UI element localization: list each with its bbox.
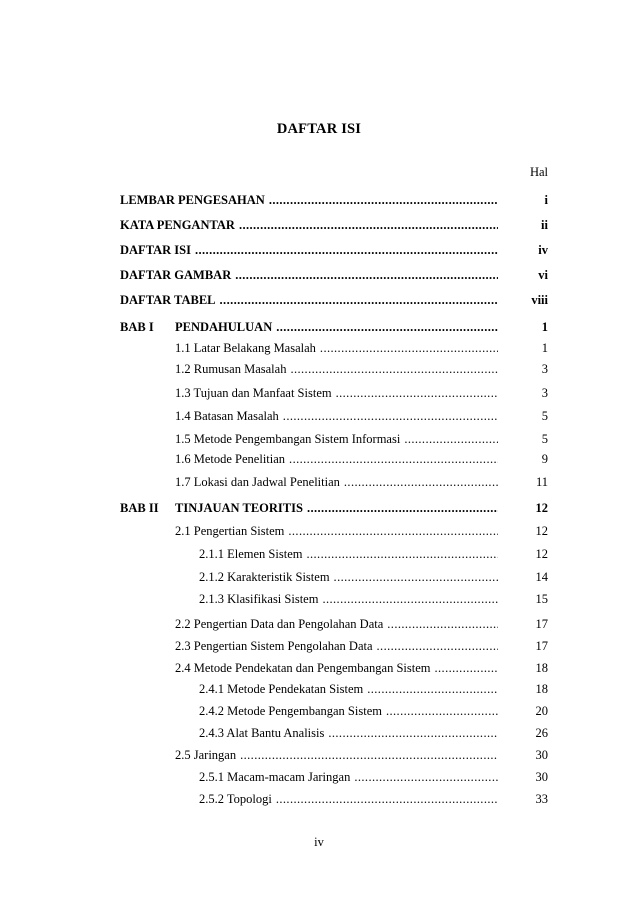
toc-entry-label: 1.7 Lokasi dan Jadwal Penelitian — [175, 475, 340, 489]
toc-entry-page: 12 — [535, 501, 548, 515]
toc-entry-page: 1 — [541, 320, 548, 334]
toc-entry-label: 2.4.2 Metode Pengembangan Sistem — [199, 704, 382, 718]
dot-leader — [344, 473, 498, 491]
dot-leader — [288, 522, 498, 540]
toc-entry-page: viii — [531, 293, 548, 307]
toc-entry — [0, 746, 638, 764]
dot-leader — [386, 702, 498, 720]
toc-entry-label: 1.6 Metode Penelitian — [175, 452, 286, 466]
toc-entry-page: 1 — [541, 341, 548, 355]
toc-entry — [0, 241, 638, 259]
toc-entry — [0, 590, 638, 608]
toc-entry — [0, 659, 638, 677]
toc-entry-page: 3 — [541, 386, 548, 400]
toc-entry — [0, 384, 638, 402]
toc-entry — [0, 191, 638, 209]
toc-entry-page: 20 — [535, 704, 548, 718]
toc-entry-page: ii — [541, 218, 548, 232]
dot-leader — [435, 659, 499, 677]
toc-entry — [0, 790, 638, 808]
toc-entry-page: 18 — [535, 682, 548, 696]
toc-entry-label: 2.5.2 Topologi — [199, 792, 272, 806]
toc-entry-page: 30 — [535, 748, 548, 762]
toc-entry-label: DAFTAR GAMBAR — [120, 268, 232, 282]
toc-entry-label: 2.2 Pengertian Data dan Pengolahan Data — [175, 617, 384, 631]
toc-entry-page: 11 — [535, 475, 548, 489]
toc-entry-content — [175, 360, 498, 378]
toc-entry — [0, 680, 638, 698]
dot-leader — [239, 216, 498, 234]
toc-entry — [0, 522, 638, 540]
dot-leader — [377, 637, 498, 655]
toc-entry-content — [175, 407, 498, 425]
toc-entry-content — [175, 499, 498, 517]
toc-entry-label: 2.4 Metode Pendekatan dan Pengembangan Sistem — [175, 661, 431, 675]
toc-entry — [0, 768, 638, 786]
toc-entry-page: 9 — [541, 452, 548, 466]
toc-entry-content — [199, 590, 498, 608]
page-column-header: Hal — [529, 165, 548, 179]
dot-leader — [404, 430, 498, 448]
toc-entry — [0, 499, 638, 517]
dot-leader — [336, 384, 498, 402]
toc-entry-content — [199, 680, 498, 698]
toc-entry — [0, 407, 638, 425]
dot-leader — [354, 768, 498, 786]
toc-entry-content — [120, 191, 498, 209]
toc-entry-content — [199, 790, 498, 808]
toc-entry-page: 15 — [535, 592, 548, 606]
toc-entry-content — [175, 384, 498, 402]
dot-leader — [240, 746, 498, 764]
dot-leader — [290, 360, 498, 378]
toc-entry — [0, 430, 638, 448]
dot-leader — [220, 291, 498, 309]
toc-entry-content — [120, 241, 498, 259]
toc-entry-label: LEMBAR PENGESAHAN — [120, 193, 265, 207]
toc-entry-content — [120, 216, 498, 234]
toc-entry — [0, 545, 638, 563]
toc-entry-content — [120, 266, 498, 284]
dot-leader — [387, 615, 498, 633]
dot-leader — [307, 499, 498, 517]
toc-entry-page: 17 — [535, 639, 548, 653]
toc-entry-label: 2.5 Jaringan — [175, 748, 237, 762]
toc-entry-content — [175, 473, 498, 491]
dot-leader — [283, 407, 498, 425]
toc-entry-content — [199, 568, 498, 586]
toc-entry — [0, 339, 638, 357]
toc-entry-page: iv — [538, 243, 548, 257]
toc-entry-content — [175, 659, 498, 677]
toc-entry-label: 2.1.3 Klasifikasi Sistem — [199, 592, 319, 606]
toc-entry-content — [199, 768, 498, 786]
toc-entry-label: DAFTAR ISI — [120, 243, 191, 257]
toc-entry-content — [175, 450, 498, 468]
toc-entry-label: 1.2 Rumusan Masalah — [175, 362, 287, 376]
page-title: DAFTAR ISI — [276, 121, 362, 137]
toc-entry-content — [199, 545, 498, 563]
toc-entry-content — [175, 339, 498, 357]
toc-entry — [0, 702, 638, 720]
toc-entry — [0, 724, 638, 742]
toc-entry-content — [175, 318, 498, 336]
toc-entry-label: TINJAUAN TEORITIS — [175, 501, 303, 515]
toc-entry — [0, 291, 638, 309]
toc-entry-page: 30 — [535, 770, 548, 784]
toc-entry-label: 2.1 Pengertian Sistem — [175, 524, 285, 538]
dot-leader — [367, 680, 498, 698]
toc-entry-label: KATA PENGANTAR — [120, 218, 235, 232]
chapter-label: BAB II — [120, 501, 159, 515]
toc-entry-label: 1.3 Tujuan dan Manfaat Sistem — [175, 386, 332, 400]
toc-entry-page: 5 — [541, 409, 548, 423]
toc-entry-page: 26 — [535, 726, 548, 740]
toc-entry-page: 3 — [541, 362, 548, 376]
toc-entry-label: 2.3 Pengertian Sistem Pengolahan Data — [175, 639, 373, 653]
toc-entry — [0, 450, 638, 468]
dot-leader — [276, 318, 498, 336]
toc-entry-page: 33 — [535, 792, 548, 806]
toc-entry-page: 12 — [535, 524, 548, 538]
toc-entry-page: 12 — [535, 547, 548, 561]
toc-entry-page: 14 — [535, 570, 548, 584]
toc-entry-label: 1.5 Metode Pengembangan Sistem Informasi — [175, 432, 401, 446]
toc-entry — [0, 266, 638, 284]
dot-leader — [306, 545, 498, 563]
toc-entry — [0, 473, 638, 491]
chapter-label: BAB I — [120, 320, 154, 334]
dot-leader — [276, 790, 498, 808]
toc-entry-content — [199, 702, 498, 720]
dot-leader — [289, 450, 498, 468]
toc-entry-content — [175, 430, 498, 448]
toc-entry-label: 1.1 Latar Belakang Masalah — [175, 341, 316, 355]
toc-entry-label: 2.1.2 Karakteristik Sistem — [199, 570, 330, 584]
toc-entry — [0, 637, 638, 655]
toc-entry-page: vi — [538, 268, 548, 282]
toc-entry-content — [120, 291, 498, 309]
dot-leader — [334, 568, 498, 586]
toc-entry — [0, 318, 638, 336]
page-number-footer: iv — [314, 835, 324, 849]
toc-entry — [0, 216, 638, 234]
dot-leader — [320, 339, 498, 357]
toc-entry-label: 2.4.1 Metode Pendekatan Sistem — [199, 682, 364, 696]
toc-entry-page: i — [544, 193, 548, 207]
toc-entry-label: PENDAHULUAN — [175, 320, 273, 334]
toc-entry-content — [199, 724, 498, 742]
toc-entry-content — [175, 615, 498, 633]
toc-entry-label: 2.5.1 Macam-macam Jaringan — [199, 770, 351, 784]
toc-entry-content — [175, 522, 498, 540]
toc-entry — [0, 568, 638, 586]
toc-entry-label: 2.4.3 Alat Bantu Analisis — [199, 726, 325, 740]
toc-entry-page: 5 — [541, 432, 548, 446]
toc-entry — [0, 615, 638, 633]
dot-leader — [328, 724, 498, 742]
dot-leader — [322, 590, 498, 608]
toc-entry-page: 17 — [535, 617, 548, 631]
toc-entry-label: 2.1.1 Elemen Sistem — [199, 547, 303, 561]
dot-leader — [195, 241, 498, 259]
toc-entry-content — [175, 746, 498, 764]
toc-entry-content — [175, 637, 498, 655]
toc-entry-label: 1.4 Batasan Masalah — [175, 409, 279, 423]
dot-leader — [269, 191, 498, 209]
dot-leader — [235, 266, 498, 284]
toc-entry — [0, 360, 638, 378]
toc-entry-page: 18 — [535, 661, 548, 675]
toc-entry-label: DAFTAR TABEL — [120, 293, 216, 307]
